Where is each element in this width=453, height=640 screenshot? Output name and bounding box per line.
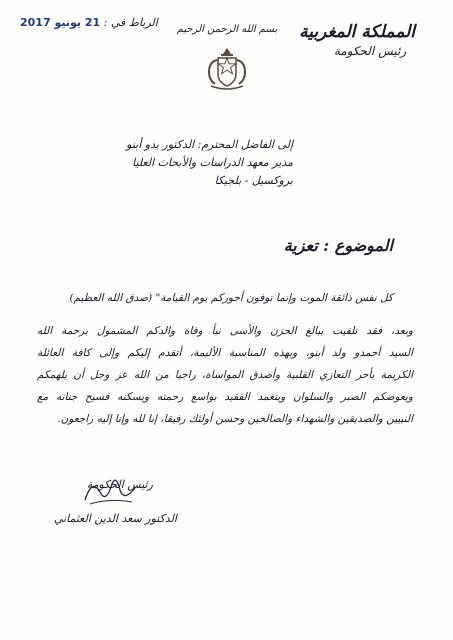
- recipient-address: [126, 136, 293, 190]
- address-line: إلى الفاضل المحترم: الدكتور بدو أبنو: [126, 138, 293, 151]
- basmala: بسم الله الرحمن الرحيم: [176, 24, 278, 35]
- address-line: مدير معهد الدراسات والأبحاث العليا: [132, 156, 293, 169]
- royal-emblem-icon: [203, 46, 251, 92]
- letterhead-country: المملكة المغربية: [299, 22, 415, 42]
- body-line: وبعد، فقد تلقيت ببالغ الحزن والأسى نبأ وفاة والدكم المشمول برحمة الله: [37, 325, 413, 337]
- quranic-quote: كل نفس ذائقة الموت وإنما توفون أجوركم يوم القيامة" (صدق الله العظيم): [69, 292, 393, 304]
- body-line: السيد أحمدو ولد أبنو، وبهذه المناسبة الأليمة، أتقدم إليكم وإلى كافة العائلة: [37, 347, 413, 359]
- signature-icon: [80, 470, 140, 510]
- body-line: النبيين والصديقين والشهداء والصالحين وحسن أولئك رفيقا، إنا لله وإنا إليه راجعون.: [57, 413, 413, 425]
- letter-body: [37, 320, 413, 430]
- signatory-title: رئيس الحكومة: [86, 478, 153, 491]
- letterhead: [299, 22, 415, 59]
- subject-line: الموضوع : تعزية: [283, 236, 393, 255]
- body-line: الكريمة بأحر التعازي القلبية وأصدق المواساة، راجيا من الله عز وجل أن يلهمكم: [37, 369, 413, 381]
- signatory-name: الدكتور سعد الدين العثماني: [53, 512, 177, 525]
- date-line: [20, 16, 158, 29]
- date-value: 21 يونيو 2017: [20, 16, 101, 29]
- body-line: ويعوضكم الصبر والسلوان ويتغمد الفقيد بواسع رحمته ويسكنه فسيح جنانه مع: [37, 391, 413, 403]
- date-prefix: الرباط في :: [103, 16, 158, 29]
- address-line: بروكسيل - بلجيكا: [214, 174, 293, 187]
- letterhead-office: رئيس الحكومة: [333, 44, 407, 58]
